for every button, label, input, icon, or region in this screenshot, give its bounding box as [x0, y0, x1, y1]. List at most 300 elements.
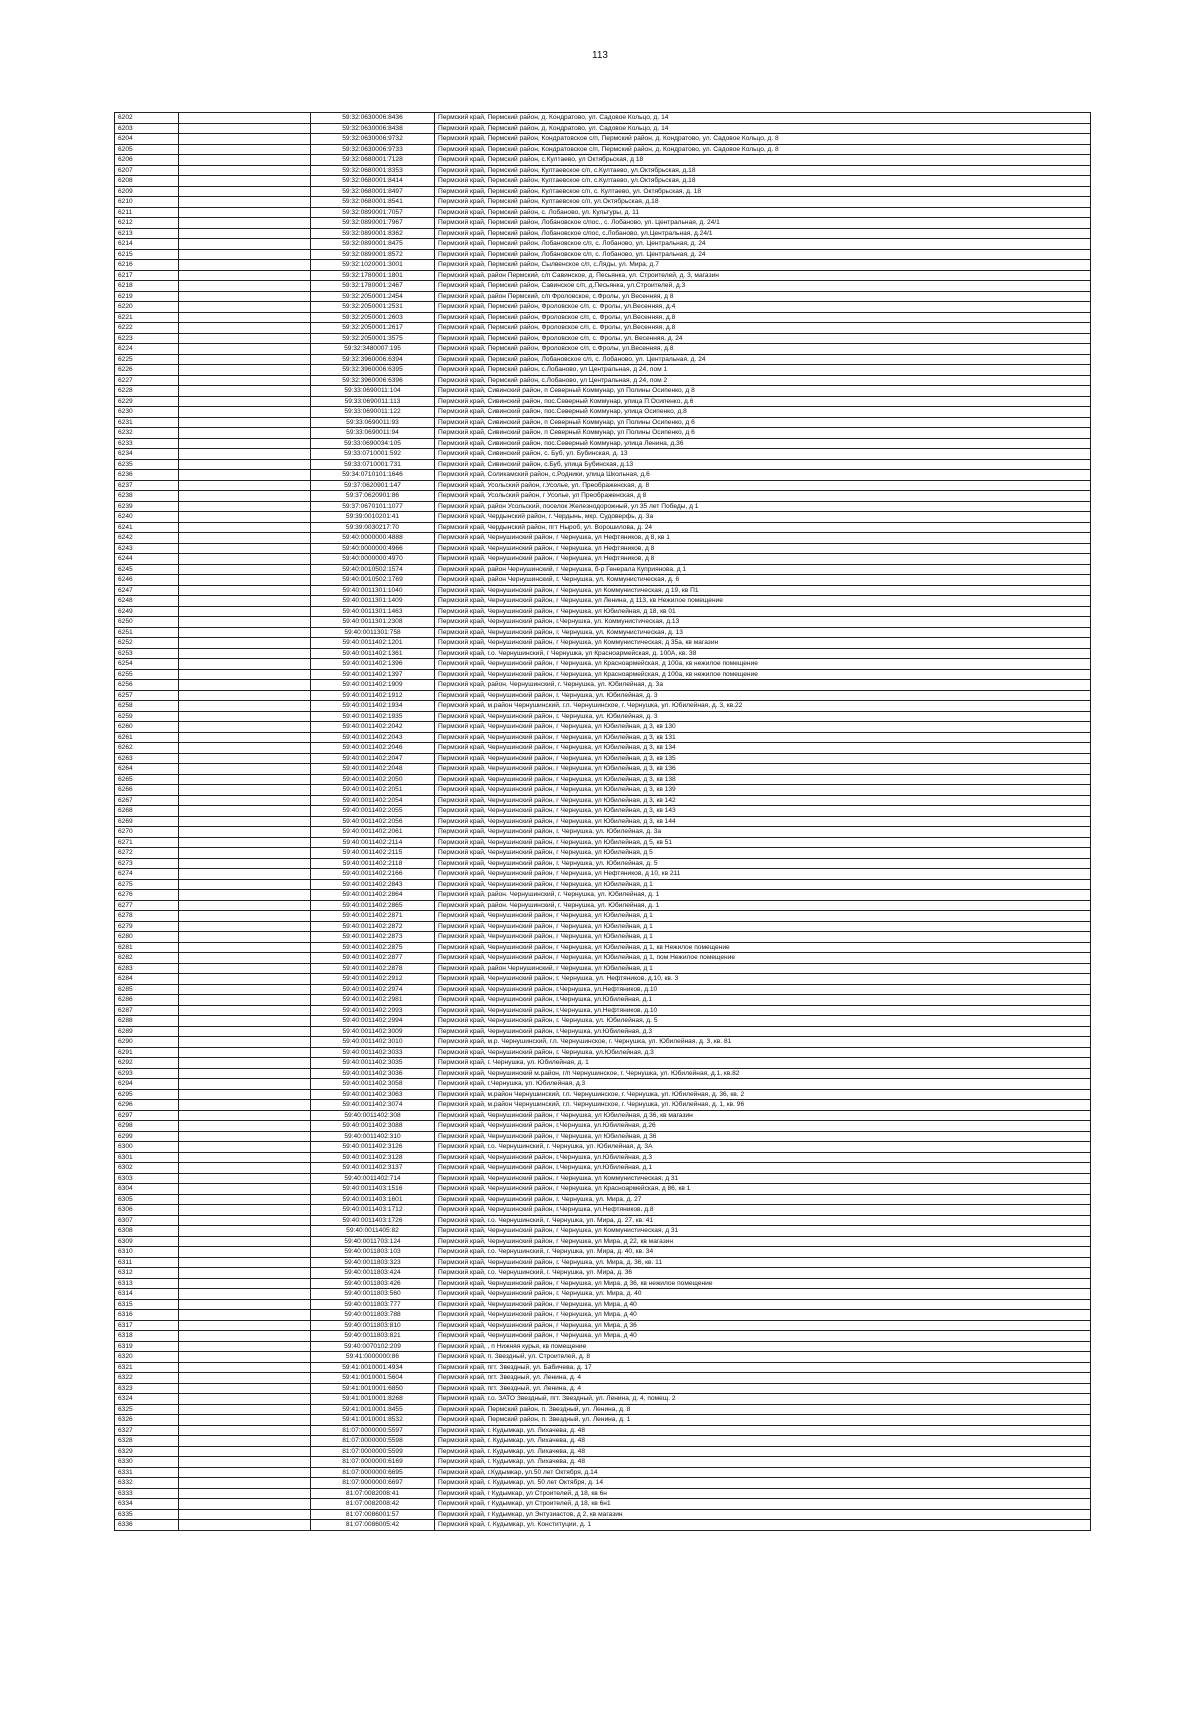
empty-cell — [179, 1131, 311, 1142]
row-number-cell: 6316 — [115, 1310, 179, 1321]
cadastral-number-cell: 59:40:0011402:2871 — [311, 911, 435, 922]
address-cell: Пермский край, Пермский район, Лобановское с/пос, с.Лобаново, ул.Центральная, д.24/1 — [435, 228, 1091, 239]
row-number-cell: 6227 — [115, 375, 179, 386]
table-row — [115, 1173, 1091, 1184]
address-cell: Пермский край, Пермский район, Сылвенское с/п, с.Ляды, ул. Мира, д.7 — [435, 260, 1091, 271]
row-number-cell: 6244 — [115, 554, 179, 565]
table-row — [115, 1394, 1091, 1405]
address-cell: Пермский край, Чернушинский район, г Чернушка, ул Юбилейная, д 1 — [435, 911, 1091, 922]
cadastral-number-cell: 59:40:0011402:2054 — [311, 795, 435, 806]
cadastral-number-cell: 59:32:0630006:8438 — [311, 123, 435, 134]
empty-cell — [179, 480, 311, 491]
cadastral-number-cell: 59:40:0011402:2993 — [311, 1005, 435, 1016]
empty-cell — [179, 921, 311, 932]
table-row — [115, 1068, 1091, 1079]
table-row — [115, 984, 1091, 995]
cadastral-number-cell: 81:07:0000000:5599 — [311, 1446, 435, 1457]
address-cell: Пермский край, Пермский район, Кондратовское с/п, Пермский район, д. Кондратово, ул. Садовое Кольцо, д. 8 — [435, 144, 1091, 155]
row-number-cell: 6299 — [115, 1131, 179, 1142]
address-cell: Пермский край, Чернушинский район, г.Чернушка, ул.Юбилейная, д.1 — [435, 1163, 1091, 1174]
empty-cell — [179, 995, 311, 1006]
address-cell: Пермский край, , п Нижняя курья, кв помещение — [435, 1341, 1091, 1352]
address-cell: Пермский край, г.Кудымкар, ул.50 лет Октября, д.14 — [435, 1467, 1091, 1478]
address-cell: Пермский край, Чернушинский район, г Чернушка, ул Мира, д 36 — [435, 1320, 1091, 1331]
cadastral-number-cell: 59:40:0011402:308 — [311, 1110, 435, 1121]
table-row — [115, 1226, 1091, 1237]
empty-cell — [179, 680, 311, 691]
empty-cell — [179, 1079, 311, 1090]
row-number-cell: 6310 — [115, 1247, 179, 1258]
table-row — [115, 1436, 1091, 1447]
table-row — [115, 1016, 1091, 1027]
address-cell: Пермский край, Чернушинский район, г.Чернушка, ул. Коммунистическая, д.13 — [435, 617, 1091, 628]
row-number-cell: 6293 — [115, 1068, 179, 1079]
table-row — [115, 932, 1091, 943]
address-cell: Пермский край, Пермский район, Фроловское с/п, с. Фролы, ул. Весенняя, д. 24 — [435, 333, 1091, 344]
empty-cell — [179, 1100, 311, 1111]
table-row — [115, 1289, 1091, 1300]
empty-cell — [179, 1278, 311, 1289]
cadastral-number-cell: 59:40:0011402:2043 — [311, 732, 435, 743]
table-row — [115, 239, 1091, 250]
row-number-cell: 6209 — [115, 186, 179, 197]
empty-cell — [179, 690, 311, 701]
cadastral-number-cell: 59:32:0680001:8497 — [311, 186, 435, 197]
address-cell: Пермский край, Сивинский район, с. Буб, ул. Бубинская, д. 13 — [435, 449, 1091, 460]
cadastral-number-cell: 59:41:0010001:6850 — [311, 1383, 435, 1394]
cadastral-number-cell: 59:40:0011803:103 — [311, 1247, 435, 1258]
table-row — [115, 890, 1091, 901]
empty-cell — [179, 932, 311, 943]
address-cell: Пермский край, Чернушинский район, г Чернушка, ул Мира, д 40 — [435, 1310, 1091, 1321]
row-number-cell: 6271 — [115, 837, 179, 848]
cadastral-number-cell: 59:32:2050001:2531 — [311, 302, 435, 313]
cadastral-number-cell: 59:40:0011803:777 — [311, 1299, 435, 1310]
address-cell: Пермский край, Пермский район, Култаевское с/п, с. Култаево, ул. Октябрьская, д. 18 — [435, 186, 1091, 197]
table-row — [115, 354, 1091, 365]
cadastral-number-cell: 59:40:0011402:2055 — [311, 806, 435, 817]
cadastral-number-cell: 59:33:0690011:94 — [311, 428, 435, 439]
cadastral-number-cell: 59:40:0011402:2166 — [311, 869, 435, 880]
table-row — [115, 459, 1091, 470]
table-row — [115, 491, 1091, 502]
address-cell: Пермский край, Чернушинский район, г Чернушка, ул Нефтяников, д 10, кв 211 — [435, 869, 1091, 880]
empty-cell — [179, 764, 311, 775]
row-number-cell: 6215 — [115, 249, 179, 260]
row-number-cell: 6203 — [115, 123, 179, 134]
row-number-cell: 6247 — [115, 585, 179, 596]
empty-cell — [179, 1142, 311, 1153]
row-number-cell: 6238 — [115, 491, 179, 502]
address-cell: Пермский край, Чернушинский район, г Чернушка, ул Юбилейная, д 36 — [435, 1131, 1091, 1142]
row-number-cell: 6336 — [115, 1520, 179, 1531]
cadastral-number-cell: 59:40:0011402:2875 — [311, 942, 435, 953]
row-number-cell: 6214 — [115, 239, 179, 250]
empty-cell — [179, 1026, 311, 1037]
address-cell: Пермский край, район. Чернушинский, г. Чернушка, ул. Юбилейная, д. 1 — [435, 890, 1091, 901]
table-row — [115, 281, 1091, 292]
empty-cell — [179, 281, 311, 292]
address-cell: Пермский край, район. Чернушинский, г. Чернушка, ул. Юбилейная, д. 3а — [435, 680, 1091, 691]
row-number-cell: 6239 — [115, 501, 179, 512]
empty-cell — [179, 1457, 311, 1468]
empty-cell — [179, 417, 311, 428]
empty-cell — [179, 648, 311, 659]
empty-cell — [179, 459, 311, 470]
empty-cell — [179, 753, 311, 764]
address-cell: Пермский край, м.район Чернушинский, г.п. Чернушинское, г. Чернушка, ул. Юбилейная, д. 36, кв. 2 — [435, 1089, 1091, 1100]
empty-cell — [179, 1362, 311, 1373]
row-number-cell: 6329 — [115, 1446, 179, 1457]
empty-cell — [179, 1215, 311, 1226]
table-row — [115, 1415, 1091, 1426]
cadastral-number-cell: 59:32:0680001:8541 — [311, 197, 435, 208]
row-number-cell: 6223 — [115, 333, 179, 344]
table-row — [115, 848, 1091, 859]
row-number-cell: 6324 — [115, 1394, 179, 1405]
row-number-cell: 6332 — [115, 1478, 179, 1489]
table-row — [115, 1520, 1091, 1531]
table-row — [115, 869, 1091, 880]
empty-cell — [179, 659, 311, 670]
cadastral-number-cell: 59:39:0010201:41 — [311, 512, 435, 523]
address-cell: Пермский край, Пермский район, п. Звездный, ул. Ленина, д. 8 — [435, 1404, 1091, 1415]
table-row — [115, 1215, 1091, 1226]
cadastral-number-cell: 59:40:0011402:2048 — [311, 764, 435, 775]
empty-cell — [179, 134, 311, 145]
row-number-cell: 6218 — [115, 281, 179, 292]
cadastral-number-cell: 59:32:0630006:9733 — [311, 144, 435, 155]
table-row — [115, 302, 1091, 313]
empty-cell — [179, 984, 311, 995]
empty-cell — [179, 1226, 311, 1237]
cadastral-number-cell: 59:32:0630006:9732 — [311, 134, 435, 145]
row-number-cell: 6260 — [115, 722, 179, 733]
address-cell: Пермский край, Чернушинский район, г Чернушка, ул Юбилейная, д 3, кв 131 — [435, 732, 1091, 743]
table-row — [115, 858, 1091, 869]
empty-cell — [179, 113, 311, 124]
row-number-cell: 6259 — [115, 711, 179, 722]
row-number-cell: 6286 — [115, 995, 179, 1006]
address-cell: Пермский край, Чернушинский район, г Чернушка, ул Мира, д 40 — [435, 1331, 1091, 1342]
cadastral-number-cell: 59:40:0070102:209 — [311, 1341, 435, 1352]
address-cell: Пермский край, Чернушинский район, г Чернушка, ул Юбилейная, д 3, кв 143 — [435, 806, 1091, 817]
row-number-cell: 6270 — [115, 827, 179, 838]
address-cell: Пермский край, Чернушинский район, г Чернушка, ул Юбилейная, д 3, кв 142 — [435, 795, 1091, 806]
address-cell: Пермский край, Чернушинский район, г. Чернушка, ул. Коммунистическая, д. 13 — [435, 627, 1091, 638]
cadastral-number-cell: 59:40:0011402:310 — [311, 1131, 435, 1142]
empty-cell — [179, 1205, 311, 1216]
page-number: 113 — [592, 50, 608, 61]
empty-cell — [179, 1163, 311, 1174]
cadastral-number-cell: 81:07:0086001:57 — [311, 1509, 435, 1520]
empty-cell — [179, 1268, 311, 1279]
row-number-cell: 6265 — [115, 774, 179, 785]
cadastral-number-cell: 59:40:0011402:3058 — [311, 1079, 435, 1090]
row-number-cell: 6313 — [115, 1278, 179, 1289]
table-row — [115, 1425, 1091, 1436]
address-cell: Пермский край, г. Кудымкар, ул. Лихачева, д. 48 — [435, 1446, 1091, 1457]
address-cell: Пермский край, Сивинский район, с.Буб, улица Бубинская, д.13 — [435, 459, 1091, 470]
table-row — [115, 1467, 1091, 1478]
empty-cell — [179, 365, 311, 376]
row-number-cell: 6208 — [115, 176, 179, 187]
empty-cell — [179, 606, 311, 617]
row-number-cell: 6234 — [115, 449, 179, 460]
cadastral-number-cell: 81:07:0086005:42 — [311, 1520, 435, 1531]
empty-cell — [179, 732, 311, 743]
address-cell: Пермский край, Чернушинский район, г Чернушка, ул Юбилейная, д 5 — [435, 848, 1091, 859]
cadastral-number-cell: 59:40:0011402:2865 — [311, 900, 435, 911]
cadastral-number-cell: 59:40:0011301:2308 — [311, 617, 435, 628]
table-row — [115, 1110, 1091, 1121]
cadastral-number-cell: 59:40:0011301:1409 — [311, 596, 435, 607]
row-number-cell: 6212 — [115, 218, 179, 229]
table-row — [115, 1079, 1091, 1090]
table-row — [115, 1299, 1091, 1310]
address-cell: Пермский край, Пермский район, с. Лобаново, ул. Культуры, д. 11 — [435, 207, 1091, 218]
table-row — [115, 827, 1091, 838]
empty-cell — [179, 827, 311, 838]
cadastral-number-cell: 59:41:0010001:4934 — [311, 1362, 435, 1373]
table-row — [115, 543, 1091, 554]
row-number-cell: 6314 — [115, 1289, 179, 1300]
address-cell: Пермский край, Чернушинский район, г Чернушка, ул Коммунистическая, д 19, кв П1 — [435, 585, 1091, 596]
address-cell: Пермский край, г. Кудымкар, ул. Конституции, д. 1 — [435, 1520, 1091, 1531]
empty-cell — [179, 1289, 311, 1300]
table-row — [115, 270, 1091, 281]
address-cell: Пермский край, район Чернушинский, г. Чернушка, ул. Коммунистическая, д. 6 — [435, 575, 1091, 586]
address-cell: Пермский край, Соликамский район, с.Родники, улица Школьная, д.6 — [435, 470, 1091, 481]
row-number-cell: 6236 — [115, 470, 179, 481]
cadastral-number-cell: 81:07:0000000:6695 — [311, 1467, 435, 1478]
address-cell: Пермский край, Сивинский район, п Северный Коммунар, ул Полины Осипенко, д 8 — [435, 386, 1091, 397]
table-row — [115, 659, 1091, 670]
row-number-cell: 6258 — [115, 701, 179, 712]
table-row — [115, 1058, 1091, 1069]
address-cell: Пермский край, Чернушинский район, г Чернушка, ул Мира, д 40 — [435, 1299, 1091, 1310]
row-number-cell: 6335 — [115, 1509, 179, 1520]
table-row — [115, 974, 1091, 985]
address-cell: Пермский край, Пермский район, Лобановское с/пос., с. Лобаново, ул. Центральная, д. 24/1 — [435, 218, 1091, 229]
row-number-cell: 6327 — [115, 1425, 179, 1436]
address-cell: Пермский край, Чернушинский район, г Чернушка, ул Юбилейная, д 3, кв 139 — [435, 785, 1091, 796]
address-cell: Пермский край, г.о. Чернушинский, г. Чернушка, ул. Мира, д. 36 — [435, 1268, 1091, 1279]
cadastral-number-cell: 59:32:0680001:8414 — [311, 176, 435, 187]
empty-cell — [179, 228, 311, 239]
row-number-cell: 6325 — [115, 1404, 179, 1415]
address-cell: Пермский край, Чернушинский район, г. Чернушка, ул. Юбилейная, д. 3 — [435, 711, 1091, 722]
address-cell: Пермский край, Усольский район, г.Усолье, ул. Преображенская, д. 8 — [435, 480, 1091, 491]
row-number-cell: 6297 — [115, 1110, 179, 1121]
empty-cell — [179, 795, 311, 806]
empty-cell — [179, 669, 311, 680]
row-number-cell: 6300 — [115, 1142, 179, 1153]
address-cell: Пермский край, Чердынский район, г. Чердынь, мкр. Судоверфь, д. 3а — [435, 512, 1091, 523]
address-cell: Пермский край, Чернушинский район, г. Чернушка, ул. Мира, д. 36, кв. 11 — [435, 1257, 1091, 1268]
empty-cell — [179, 438, 311, 449]
cadastral-number-cell: 59:39:0030217:70 — [311, 522, 435, 533]
cadastral-number-cell: 59:32:2050001:3575 — [311, 333, 435, 344]
table-row — [115, 218, 1091, 229]
empty-cell — [179, 312, 311, 323]
cadastral-number-cell: 59:40:0011301:1040 — [311, 585, 435, 596]
empty-cell — [179, 911, 311, 922]
row-number-cell: 6305 — [115, 1194, 179, 1205]
address-cell: Пермский край, п. Звездный, ул. Строителей, д. 8 — [435, 1352, 1091, 1363]
empty-cell — [179, 1068, 311, 1079]
table-row — [115, 522, 1091, 533]
address-cell: Пермский край, Чернушинский район, г.Чернушка, ул.Нефтяников, д.10 — [435, 1005, 1091, 1016]
table-row — [115, 1026, 1091, 1037]
cadastral-number-cell: 59:40:0011402:2046 — [311, 743, 435, 754]
row-number-cell: 6243 — [115, 543, 179, 554]
cadastral-number-cell: 59:40:0011803:424 — [311, 1268, 435, 1279]
table-row — [115, 1331, 1091, 1342]
empty-cell — [179, 522, 311, 533]
address-cell: Пермский край, Чернушинский район, г. Чернушка, ул. Юбилейная, д. 3 — [435, 690, 1091, 701]
empty-cell — [179, 596, 311, 607]
cadastral-number-cell: 59:41:0010001:5604 — [311, 1373, 435, 1384]
table-row — [115, 501, 1091, 512]
address-cell: Пермский край, Чернушинский район, г Чернушка, ул Юбилейная, д 1 — [435, 932, 1091, 943]
cadastral-number-cell: 59:32:0680001:7128 — [311, 155, 435, 166]
table-row — [115, 1152, 1091, 1163]
row-number-cell: 6249 — [115, 606, 179, 617]
row-number-cell: 6272 — [115, 848, 179, 859]
empty-cell — [179, 144, 311, 155]
table-row — [115, 1005, 1091, 1016]
table-row — [115, 606, 1091, 617]
row-number-cell: 6222 — [115, 323, 179, 334]
cadastral-number-cell: 59:40:0011402:2878 — [311, 963, 435, 974]
cadastral-number-cell: 59:40:0011402:2118 — [311, 858, 435, 869]
table-row — [115, 921, 1091, 932]
address-cell: Пермский край, Чернушинский район, г Чернушка, ул Юбилейная, д 5, кв 51 — [435, 837, 1091, 848]
cadastral-number-cell: 81:07:0000000:6697 — [311, 1478, 435, 1489]
cadastral-number-cell: 59:40:0011301:1463 — [311, 606, 435, 617]
empty-cell — [179, 207, 311, 218]
address-cell: Пермский край, Чернушинский район, г. Чернушка, ул. Мира, д. 40 — [435, 1289, 1091, 1300]
empty-cell — [179, 1425, 311, 1436]
empty-cell — [179, 512, 311, 523]
row-number-cell: 6248 — [115, 596, 179, 607]
cadastral-number-cell: 59:32:1020001:3001 — [311, 260, 435, 271]
cadastral-number-cell: 59:32:3960006:6395 — [311, 365, 435, 376]
row-number-cell: 6283 — [115, 963, 179, 974]
row-number-cell: 6322 — [115, 1373, 179, 1384]
empty-cell — [179, 270, 311, 281]
row-number-cell: 6287 — [115, 1005, 179, 1016]
empty-cell — [179, 638, 311, 649]
row-number-cell: 6292 — [115, 1058, 179, 1069]
empty-cell — [179, 1152, 311, 1163]
address-cell: Пермский край, пгт. Звездный, ул. Ленина, д. 4 — [435, 1383, 1091, 1394]
empty-cell — [179, 470, 311, 481]
table-row — [115, 1268, 1091, 1279]
table-row — [115, 512, 1091, 523]
empty-cell — [179, 806, 311, 817]
table-row — [115, 113, 1091, 124]
table-row — [115, 228, 1091, 239]
cadastral-number-cell: 59:40:0011402:2974 — [311, 984, 435, 995]
cadastral-number-cell: 59:41:0000000:86 — [311, 1352, 435, 1363]
row-number-cell: 6317 — [115, 1320, 179, 1331]
cadastral-number-cell: 59:33:0690034:105 — [311, 438, 435, 449]
row-number-cell: 6318 — [115, 1331, 179, 1342]
table-row — [115, 155, 1091, 166]
cadastral-number-cell: 59:32:0680001:8353 — [311, 165, 435, 176]
cadastral-number-cell: 59:40:0011402:2061 — [311, 827, 435, 838]
row-number-cell: 6254 — [115, 659, 179, 670]
row-number-cell: 6269 — [115, 816, 179, 827]
row-number-cell: 6202 — [115, 113, 179, 124]
cadastral-number-cell: 81:07:0000000:5598 — [311, 1436, 435, 1447]
table-row — [115, 774, 1091, 785]
empty-cell — [179, 942, 311, 953]
row-number-cell: 6320 — [115, 1352, 179, 1363]
address-cell: Пермский край, Чернушинский район, г Чернушка, ул Юбилейная, д 1, кв Нежилое помещение — [435, 942, 1091, 953]
table-row — [115, 1457, 1091, 1468]
cadastral-number-cell: 59:33:0690011:104 — [311, 386, 435, 397]
table-row — [115, 638, 1091, 649]
cadastral-number-cell: 59:40:0011402:3126 — [311, 1142, 435, 1153]
address-cell: Пермский край, Чернушинский район, г Чернушка, ул Юбилейная, д 18, кв 01 — [435, 606, 1091, 617]
empty-cell — [179, 323, 311, 334]
empty-cell — [179, 543, 311, 554]
empty-cell — [179, 1352, 311, 1363]
table-row — [115, 438, 1091, 449]
row-number-cell: 6277 — [115, 900, 179, 911]
cadastral-number-cell: 59:40:0011403:1712 — [311, 1205, 435, 1216]
cadastral-number-cell: 59:40:0000000:4966 — [311, 543, 435, 554]
row-number-cell: 6285 — [115, 984, 179, 995]
empty-cell — [179, 774, 311, 785]
table-row — [115, 1352, 1091, 1363]
row-number-cell: 6206 — [115, 155, 179, 166]
row-number-cell: 6333 — [115, 1488, 179, 1499]
row-number-cell: 6237 — [115, 480, 179, 491]
address-cell: Пермский край, Пермский район, д. Кондратово, ул. Садовое Кольцо, д. 14 — [435, 123, 1091, 134]
address-cell: Пермский край, Пермский район, Фроловское с/п, с. Фролы, ул.Весенняя, д.4 — [435, 302, 1091, 313]
row-number-cell: 6289 — [115, 1026, 179, 1037]
table-row — [115, 1163, 1091, 1174]
address-cell: Пермский край, Чернушинский район, г Чернушка, ул Нефтяников, д 8 — [435, 543, 1091, 554]
cadastral-number-cell: 59:41:0010001:8268 — [311, 1394, 435, 1405]
empty-cell — [179, 1257, 311, 1268]
row-number-cell: 6216 — [115, 260, 179, 271]
table-row — [115, 806, 1091, 817]
cadastral-number-cell: 59:40:0011402:2872 — [311, 921, 435, 932]
table-row — [115, 911, 1091, 922]
row-number-cell: 6291 — [115, 1047, 179, 1058]
cadastral-number-cell: 59:40:0011402:3088 — [311, 1121, 435, 1132]
empty-cell — [179, 1373, 311, 1384]
empty-cell — [179, 302, 311, 313]
table-row — [115, 1205, 1091, 1216]
row-number-cell: 6307 — [115, 1215, 179, 1226]
address-cell: Пермский край, Усольский район, г Усолье, ул Преображенская, д 8 — [435, 491, 1091, 502]
address-cell: Пермский край, Чернушинский район, г Чернушка, ул Коммунистическая, д 31 — [435, 1226, 1091, 1237]
empty-cell — [179, 1446, 311, 1457]
empty-cell — [179, 218, 311, 229]
row-number-cell: 6284 — [115, 974, 179, 985]
table-row — [115, 1037, 1091, 1048]
table-row — [115, 1278, 1091, 1289]
cadastral-number-cell: 59:32:2050001:2617 — [311, 323, 435, 334]
table-row — [115, 344, 1091, 355]
cadastral-number-cell: 59:40:0011402:2051 — [311, 785, 435, 796]
